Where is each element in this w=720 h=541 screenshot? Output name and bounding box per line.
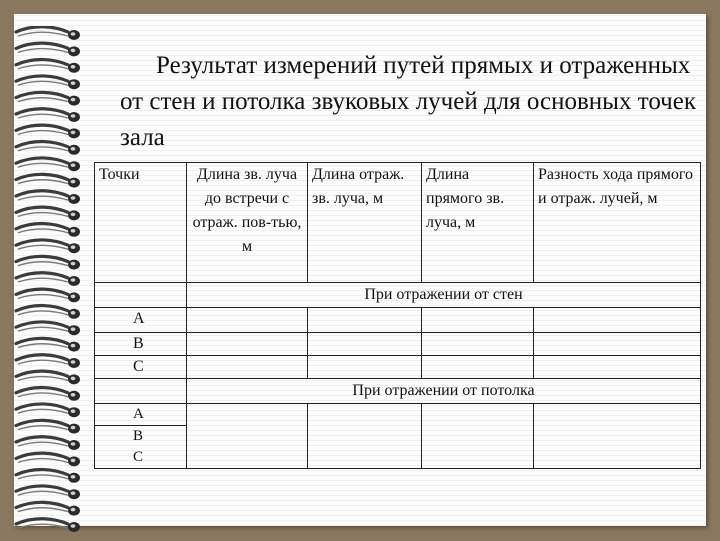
- header-points: Точки: [95, 163, 187, 283]
- spiral-coil-icon: [16, 486, 80, 499]
- spiral-coil-icon: [16, 502, 80, 515]
- header-length-to-surface: Длина зв. луча до встречи с отраж. пов-тью, м: [187, 163, 308, 283]
- section-ceiling-label: При отражении от потолка: [187, 379, 701, 404]
- point-label: С: [95, 447, 187, 469]
- spiral-coil-icon: [16, 437, 80, 450]
- spiral-coil-icon: [16, 289, 80, 302]
- spiral-coil-icon: [16, 174, 80, 187]
- spiral-coil-icon: [16, 338, 80, 351]
- spiral-coil-icon: [16, 27, 80, 40]
- point-label: С: [95, 356, 187, 379]
- spiral-coil-icon: [16, 371, 80, 384]
- spiral-coil-icon: [16, 125, 80, 138]
- table-cell[interactable]: [534, 356, 701, 379]
- spiral-coil-icon: [16, 404, 80, 417]
- spiral-coil-icon: [16, 306, 80, 319]
- table-cell[interactable]: [422, 356, 534, 379]
- point-label: А: [95, 308, 187, 333]
- spiral-coil-icon: [16, 388, 80, 401]
- spiral-coil-icon: [16, 240, 80, 253]
- header-direct-length: Длина прямого зв. луча, м: [422, 163, 534, 283]
- point-label: В: [95, 333, 187, 356]
- point-label: А: [95, 404, 187, 426]
- section-walls-label: При отражении от стен: [187, 283, 701, 308]
- spiral-coil-icon: [16, 207, 80, 220]
- table-cell[interactable]: [534, 404, 701, 469]
- spiral-coil-icon: [16, 470, 80, 483]
- table-cell[interactable]: [534, 308, 701, 333]
- table-row: [95, 356, 701, 379]
- table-cell[interactable]: [422, 308, 534, 333]
- table-cell[interactable]: [308, 404, 422, 469]
- table-cell[interactable]: [422, 404, 534, 469]
- table-row: [95, 333, 701, 356]
- table-row: [95, 404, 701, 426]
- spiral-coil-icon: [16, 158, 80, 171]
- section-row-ceiling: [95, 379, 701, 404]
- spiral-coil-icon: [16, 142, 80, 155]
- table-row: [95, 308, 701, 333]
- section-row-walls: [95, 283, 701, 308]
- table-cell[interactable]: [187, 333, 308, 356]
- spiral-coil-icon: [16, 273, 80, 286]
- spiral-coil-icon: [16, 43, 80, 56]
- spiral-coil-icon: [16, 355, 80, 368]
- spiral-coil-icon: [16, 519, 80, 532]
- measurement-table: [94, 162, 701, 469]
- table-cell[interactable]: [308, 308, 422, 333]
- page-title: Результат измерений путей прямых и отраженных от стен и потолка звуковых лучей для основных точек зала: [120, 52, 696, 151]
- spiral-coil-icon: [16, 322, 80, 335]
- spiral-coil-icon: [16, 92, 80, 105]
- spiral-binding-icon: [14, 26, 94, 541]
- table-cell[interactable]: [187, 404, 308, 469]
- spiral-coil-icon: [16, 453, 80, 466]
- spiral-coil-icon: [16, 256, 80, 269]
- table-cell[interactable]: [187, 356, 308, 379]
- table-cell[interactable]: [308, 333, 422, 356]
- table-cell[interactable]: [308, 356, 422, 379]
- spiral-coil-icon: [16, 191, 80, 204]
- spiral-coil-icon: [16, 76, 80, 89]
- table-cell[interactable]: [187, 308, 308, 333]
- header-reflected-length: Длина отраж. зв. луча, м: [308, 163, 422, 283]
- spiral-coil-icon: [16, 109, 80, 122]
- header-path-difference: Разность хода прямого и отраж. лучей, м: [534, 163, 701, 283]
- table-cell[interactable]: [422, 333, 534, 356]
- point-label: В: [95, 426, 187, 448]
- table-cell[interactable]: [534, 333, 701, 356]
- spiral-coil-icon: [16, 224, 80, 237]
- spiral-coil-icon: [16, 420, 80, 433]
- spiral-coil-icon: [16, 60, 80, 73]
- table-header-row: [95, 163, 701, 283]
